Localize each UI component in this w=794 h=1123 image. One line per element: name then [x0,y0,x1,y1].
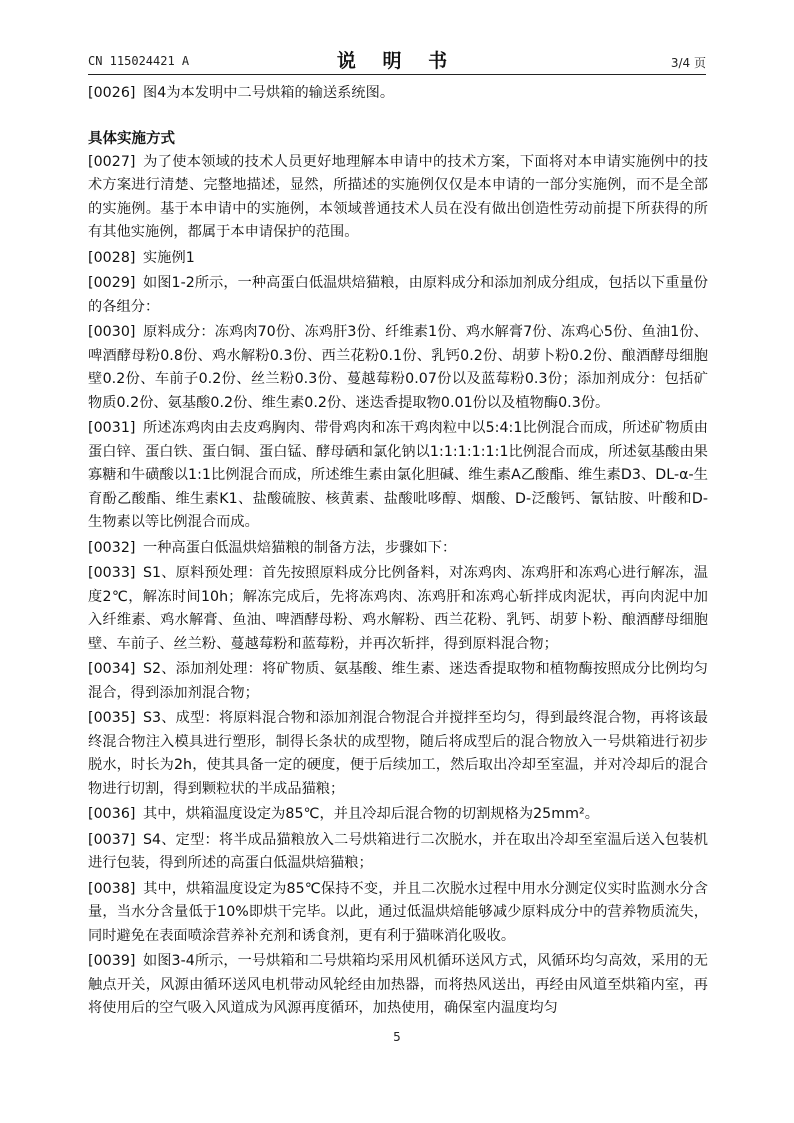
paragraph-text: 实施例1 [143,249,195,266]
section-heading: 具体实施方式 [88,130,175,147]
paragraph-text: 所述冻鸡肉由去皮鸡胸肉、带骨鸡肉和冻干鸡肉粒中以5:4:1比例混合而成，所述矿物质由蛋白锌、蛋白铁、蛋白铜、蛋白锰、酵母硒和氯化钠以1:1:1:1:1:1比例混合而成，所述氨基酸由果寡糖和牛磺酸以1:1比例混合而成，所述维生素由氯化胆碱、维生素A乙酸酯、维生素D3、DL-α-生育酚乙酸酯、维生素K1、盐酸硫胺、核黄素、盐酸吡哆醇、烟酸、D-泛酸钙、氰钴胺、叶酸和D-生物素以等比例混合而成。 [88,420,708,530]
paragraph-text: 图4为本发明中二号烘箱的输送系统图。 [143,85,395,101]
paragraph-text: 其中，烘箱温度设定为85℃保持不变，并且二次脱水过程中用水分测定仪实时监测水分含量，当水分含量低于10%即烘干完毕。以此，通过低温烘焙能够减少原料成分中的营养物质流失，同时避免在表面喷涂营养补充剂和诱食剂，更有利于猫咪消化吸收。 [88,880,708,944]
paragraph-number: [0030] [88,324,136,340]
paragraph-text: 一种高蛋白低温烘焙猫粮的制备方法，步骤如下： [143,539,457,556]
document-title: 说 明 书 [336,50,458,72]
paragraph-number: [0034] [88,661,136,677]
header-rule [88,74,706,75]
paragraph [88,829,708,876]
page-number: 5 [393,1030,401,1044]
paragraph-text: 如图3-4所示，一号烘箱和二号烘箱均采用风机循环送风方式，风循环均匀高效，采用的无触点开关，风源由循环送风电机带动风轮经由加热器，而将热风送出，再经由风道至烘箱内室，再将使用后的空气吸入风道成为风源再度循环，加热使用，确保室内温度均匀 [88,953,708,1016]
paragraph-number: [0027] [88,153,136,170]
paragraph-text: S1、原料预处理：首先按照原料成分比例备料，对冻鸡肉、冻鸡肝和冻鸡心进行解冻，温度2℃，解冻时间10h；解冻完成后，先将冻鸡肉、冻鸡肝和冻鸡心斩拌成肉泥状，再向肉泥中加入纤维素、鸡水解膏、鱼油、啤酒酵母粉、鸡水解粉、西兰花粉、乳钙、胡萝卜粉、酿酒酵母细胞壁、车前子、丝兰粉、蔓越莓粉和蓝莓粉，并再次斩拌，得到原料混合物； [88,565,708,652]
paragraph-number: [0028] [88,249,136,266]
document-body [88,82,708,1023]
paragraph-number: [0031] [88,420,136,436]
paragraph [88,82,708,106]
patent-number: CN 115024421 A [88,54,190,68]
paragraph-number: [0032] [88,539,136,556]
paragraph-number: [0036] [88,806,136,822]
paragraph [88,151,708,245]
paragraph-text: 其中，烘箱温度设定为85℃，并且冷却后混合物的切割规格为25mm²。 [143,806,599,822]
paragraph-number: [0038] [88,880,136,897]
paragraph-number: [0037] [88,831,136,848]
paragraph [88,537,708,561]
paragraph [88,417,708,535]
paragraph-text: S4、定型：将半成品猫粮放入二号烘箱进行二次脱水，并在取出冷却至室温后送入包装机进行包装，得到所述的高蛋白低温烘焙猫粮； [88,831,708,871]
paragraph-text: S3、成型：将原料混合物和添加剂混合物混合并搅拌至均匀，得到最终混合物，再将该最终混合物注入模具进行塑形，制得长条状的成型物，随后将成型后的混合物放入一号烘箱进行初步脱水，时长为2h，使其具备一定的硬度，便于后续加工，然后取出冷却至室温，并对冷却后的混合物进行切割，得到颗粒状的半成品猫粮； [88,710,708,797]
paragraph-number: [0029] [88,275,136,291]
paragraph [88,950,708,1021]
paragraph-text: 为了使本领域的技术人员更好地理解本申请中的技术方案，下面将对本申请实施例中的技术方案进行清楚、完整地描述，显然，所描述的实施例仅仅是本申请的一部分实施例，而不是全部的实施例。基于本申请中的实施例，本领域普通技术人员在没有做出创造性劳动前提下所获得的所有其他实施例，都属于本申请保护的范围。 [88,153,708,240]
paragraph-text: S2、添加剂处理：将矿物质、氨基酸、维生素、迷迭香提取物和植物酶按照成分比例均匀混合，得到添加剂混合物； [88,661,708,701]
paragraph [88,658,708,705]
page-header [88,44,706,74]
paragraph-number: [0035] [88,710,136,726]
paragraph [88,272,708,319]
paragraph-number: [0033] [88,565,136,581]
paragraph [88,247,708,271]
paragraph-number: [0039] [88,953,136,969]
paragraph [88,707,708,801]
paragraph-number: [0026] [88,85,136,101]
paragraph-text: 如图1-2所示，一种高蛋白低温烘焙猫粮，由原料成分和添加剂成分组成，包括以下重量份的各组分： [88,275,708,315]
page-indicator: 3/4 页 [670,56,706,70]
paragraph [88,562,708,656]
paragraph [88,803,708,827]
paragraph [88,321,708,415]
paragraph-text: 原料成分：冻鸡肉70份、冻鸡肝3份、纤维素1份、鸡水解膏7份、冻鸡心5份、鱼油1份、啤酒酵母粉0.8份、鸡水解粉0.3份、西兰花粉0.1份、乳钙0.2份、胡萝卜粉0.2份、酿酒酵母细胞壁0.2份、车前子0.2份、丝兰粉0.3份、蔓越莓粉0.07份以及蓝莓粉0.3份；添加剂成分：包括矿物质0.2份、氨基酸0.2份、维生素0.2份、迷迭香提取物0.01份以及植物酶0.3份。 [88,324,708,411]
paragraph [88,878,708,949]
